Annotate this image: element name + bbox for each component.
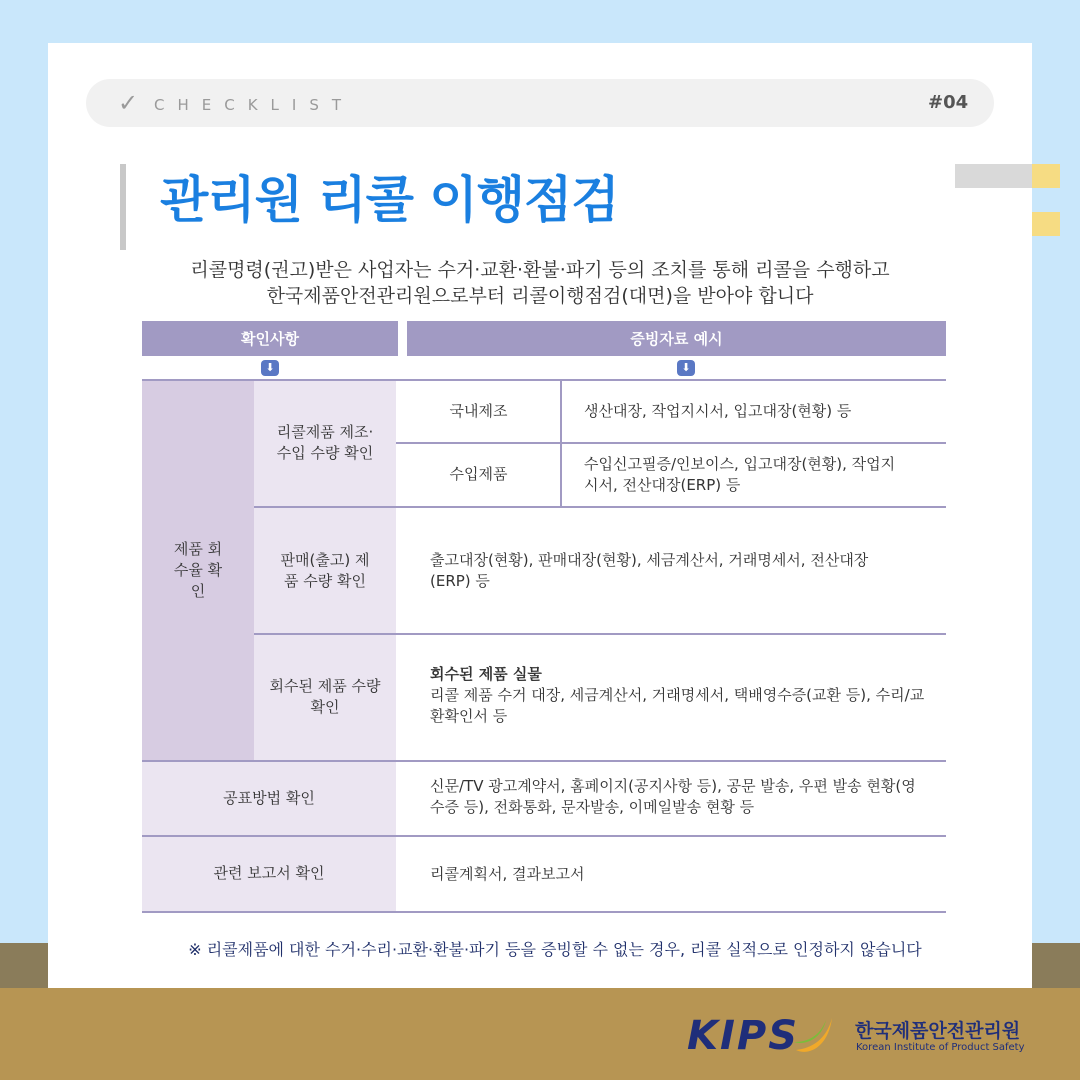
- evidence-text: 신문/TV 광고계약서, 홈페이지(공지사항 등), 공문 발송, 우편 발송 현황(영수증 등), 전화통화, 문자발송, 이메일발송 현황 등: [430, 777, 916, 816]
- table-rule: [142, 379, 946, 381]
- evidence-text: 리콜 제품 수거 대장, 세금계산서, 거래명세서, 택배영수증(교환 등), 수리/교환확인서 등: [430, 686, 925, 725]
- decor-yellow-block: [1032, 164, 1060, 188]
- page-title: 관리원 리콜 이행점검: [160, 171, 619, 229]
- org-name-kr: 한국제품안전관리원: [855, 1020, 1021, 1042]
- table-rule: [142, 835, 946, 837]
- evidence-bold-text: 회수된 제품 실물: [430, 665, 542, 683]
- table-rule: [396, 442, 946, 444]
- group-label: 제품 회수율 확인: [173, 539, 223, 600]
- checklist-label: CHECKLIST: [154, 96, 355, 114]
- evidence-text: 리콜계획서, 결과보고서: [430, 865, 585, 883]
- type-cell: [396, 443, 561, 506]
- type-cell: [396, 380, 561, 443]
- row-label: 리콜제품 제조·수입 수량 확인: [276, 423, 374, 462]
- table-rule: [560, 380, 562, 506]
- decor-yellow-block-2: [1032, 212, 1060, 236]
- row-label-cell: [254, 634, 396, 760]
- evidence-text: 출고대장(현황), 판매대장(현황), 세금계산서, 거래명세서, 전산대장(ERP) 등: [430, 551, 869, 590]
- row-label-cell: [142, 836, 396, 911]
- kips-logo-text: KIPS: [687, 1013, 800, 1059]
- type-label: 국내제조: [449, 402, 508, 420]
- table-rule: [142, 760, 946, 762]
- evidence-text: 수입신고필증/인보이스, 입고대장(현황), 작업지시서, 전산대장(ERP) 등: [584, 455, 896, 494]
- row-label: 공표방법 확인: [223, 788, 315, 807]
- row-label: 회수된 제품 수량 확인: [269, 677, 381, 716]
- footnote: ※ 리콜제품에 대한 수거·수리·교환·환불·파기 등을 증빙할 수 없는 경우, 리콜 실적으로 인정하지 않습니다: [188, 940, 922, 959]
- table-rule: [254, 506, 946, 508]
- group-cell: [142, 380, 254, 760]
- subtitle-line-2: 한국제품안전관리원으로부터 리콜이행점검(대면)을 받아야 합니다: [266, 285, 814, 307]
- subtitle-line-1: 리콜명령(권고)받은 사업자는 수거·교환·환불·파기 등의 조치를 통해 리콜을 수행하고: [190, 259, 890, 281]
- row-label: 판매(출고) 제품 수량 확인: [280, 550, 370, 590]
- check-icon: ✓: [118, 89, 139, 117]
- type-label: 수입제품: [449, 465, 508, 483]
- title-accent-bar: [120, 164, 126, 250]
- row-label-cell: [254, 507, 396, 634]
- row-label-cell: [254, 380, 396, 506]
- kips-logo-swoosh-icon: [792, 1012, 836, 1058]
- page-number: #04: [928, 92, 969, 113]
- row-label-cell: [142, 761, 396, 835]
- arrow-down-icon: ⬇: [261, 360, 279, 376]
- org-name-en: Korean Institute of Product Safety: [856, 1042, 1025, 1053]
- table-rule: [254, 633, 946, 635]
- row-label: 관련 보고서 확인: [213, 864, 325, 882]
- header-evidence-examples: 증빙자료 예시: [407, 321, 946, 356]
- table-rule: [142, 911, 946, 913]
- header-check-items: 확인사항: [142, 321, 398, 356]
- decor-gray-block: [955, 164, 1032, 188]
- evidence-text: 생산대장, 작업지시서, 입고대장(현황) 등: [584, 402, 852, 420]
- arrow-down-icon: ⬇: [677, 360, 695, 376]
